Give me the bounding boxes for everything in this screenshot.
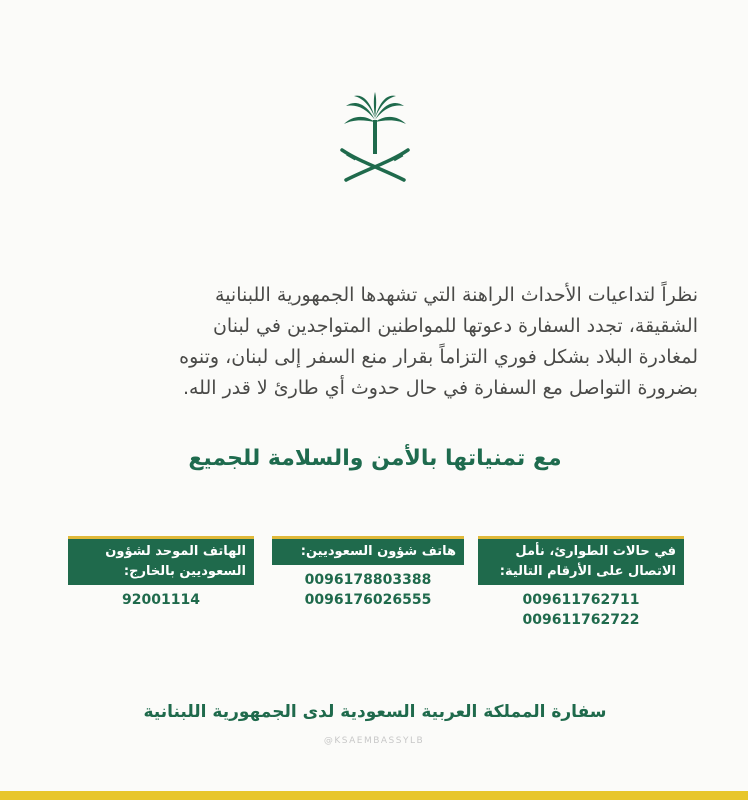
saudi-affairs-label: هاتف شؤون السعوديين: (272, 536, 464, 565)
announcement-line: الشقيقة، تجدد السفارة دعوتها للمواطنين المتواجدين في لبنان (212, 315, 698, 337)
emergency-contact-label: في حالات الطوارئ، نأمل الاتصال على الأرقام التالية: (478, 536, 684, 585)
phone-number: 0096178803388 (304, 572, 432, 588)
phone-number: 009611762711 (522, 592, 640, 608)
saudi-affairs-contact-box (272, 536, 464, 610)
announcement-line: نظراً لتداعيات الأحداث الراهنة التي تشهدها الجمهورية اللبنانية (215, 284, 698, 306)
unified-numbers (68, 590, 254, 610)
saudi-emblem-icon (336, 92, 414, 187)
saudi-affairs-numbers (272, 570, 464, 610)
announcement-line: بضرورة التواصل مع السفارة في حال حدوث أي طارئ لا قدر الله. (182, 377, 698, 399)
announcement-line: لمغادرة البلاد بشكل فوري التزاماً بقرار منع السفر إلى لبنان، وتنوه (179, 346, 698, 368)
phone-number: 0096176026555 (304, 592, 432, 608)
announcement-text (88, 280, 698, 404)
gold-divider-bar (0, 791, 748, 800)
phone-number: 009611762722 (522, 612, 640, 628)
embassy-name: سفارة المملكة العربية السعودية لدى الجمهورية اللبنانية (143, 702, 607, 722)
wish-heading: مع تمنياتها بالأمن والسلامة للجميع (188, 446, 562, 471)
phone-number: 92001114 (122, 592, 200, 608)
emergency-numbers (478, 590, 684, 630)
social-handle: @KSAEMBASSYLB (323, 736, 425, 746)
unified-contact-box (68, 536, 254, 610)
unified-contact-label: الهاتف الموحد لشؤون السعوديين بالخارج: (68, 536, 254, 585)
emergency-contact-box (478, 536, 684, 630)
